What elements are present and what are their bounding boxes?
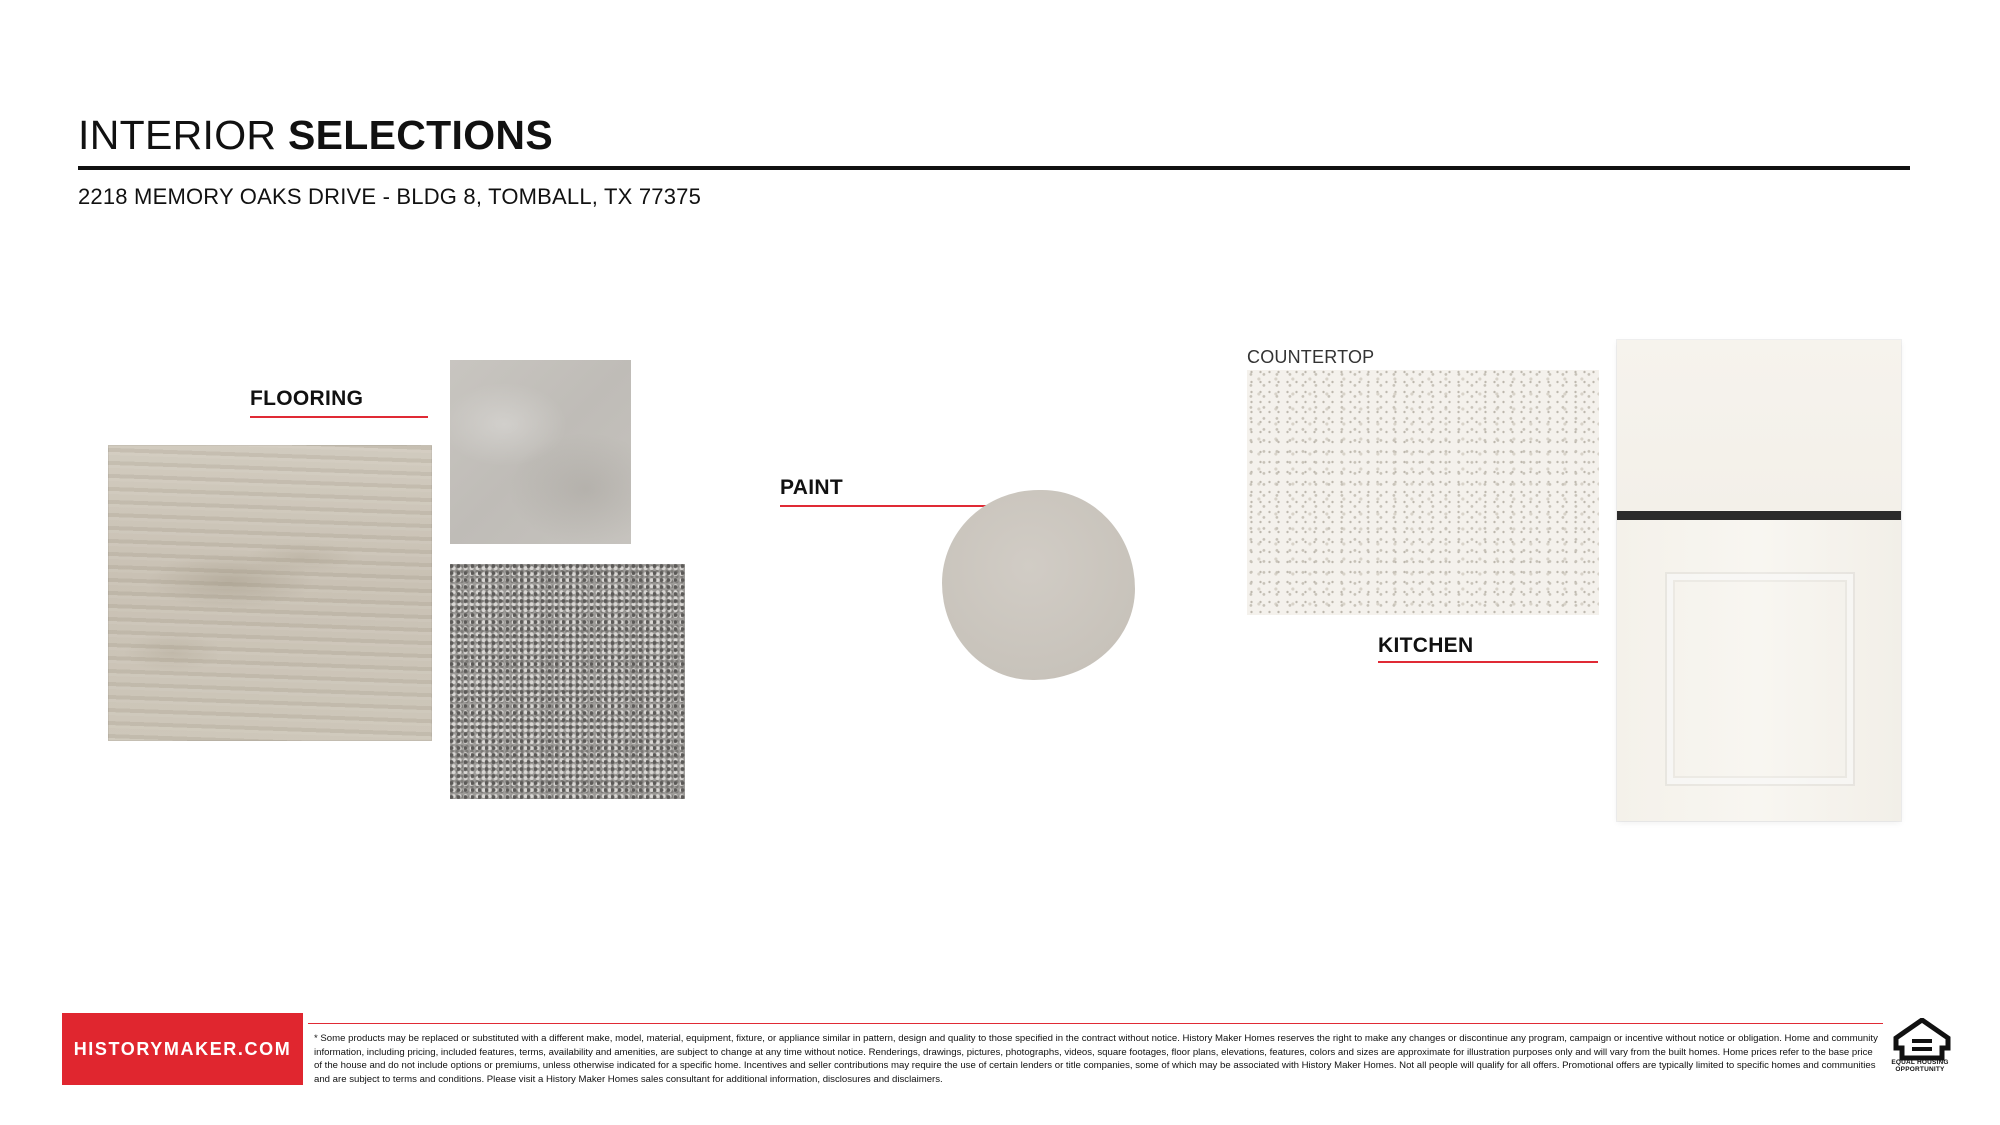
countertop-swatch <box>1247 370 1599 615</box>
kitchen-underline <box>1378 661 1598 663</box>
footer-disclaimer: * Some products may be replaced or substituted with a different make, model, material, equipment, fixture, or appliance similar in pattern, design and quality to those specified in the contract without notice. History Maker Homes reserves the right to make any changes or discontinue any program, campaign or incentive without notice or obligation. Home and community information, including pricing, included features, terms, availability and amenities, are subject to change at any time without notice. Renderings, drawings, pictures, photographs, videos, square footages, floor plans, elevations, features, colors and sizes are approximate for illustration purposes only and will vary from the built homes. Home prices refer to the base price of the house and do not include options or premiums, unless otherwise indicated for a specific home. Incentives and seller contributions may require the use of certain lenders or title companies, some of which may be associated with History Maker Homes. Not all people will qualify for all offers. Promotional offers are typically limited to specific homes and communities and are subject to terms and conditions. Please visit a History Maker Homes sales consultant for additional information, disclosures and disclaimers. <box>314 1033 1878 1085</box>
footer-divider <box>308 1023 1883 1024</box>
paint-swatch <box>942 490 1135 680</box>
equal-housing-text: EQUAL HOUSING OPPORTUNITY <box>1891 1059 1949 1073</box>
paint-underline <box>780 505 990 507</box>
flooring-wood-swatch <box>108 445 432 741</box>
paint-label: PAINT <box>780 476 843 499</box>
page-title <box>78 112 553 159</box>
countertop-label: COUNTERTOP <box>1247 347 1375 367</box>
property-address: 2218 MEMORY OAKS DRIVE - BLDG 8, TOMBALL, TX 77375 <box>78 184 702 209</box>
title-divider <box>78 166 1910 170</box>
page-title-light: INTERIOR <box>78 112 288 158</box>
cabinet-drawer-front <box>1617 340 1901 510</box>
cabinet-door-panel <box>1665 572 1855 786</box>
historymaker-logo[interactable]: HISTORYMAKER.COM <box>62 1013 303 1085</box>
flooring-label: FLOORING <box>250 387 364 410</box>
kitchen-cabinet-swatch <box>1617 340 1901 821</box>
flooring-underline <box>250 416 428 418</box>
flooring-carpet-swatch <box>450 564 685 799</box>
cabinet-pull-bar <box>1617 511 1901 520</box>
flooring-tile-swatch <box>450 360 631 544</box>
page-title-bold: SELECTIONS <box>287 112 553 158</box>
kitchen-label: KITCHEN <box>1378 634 1474 657</box>
